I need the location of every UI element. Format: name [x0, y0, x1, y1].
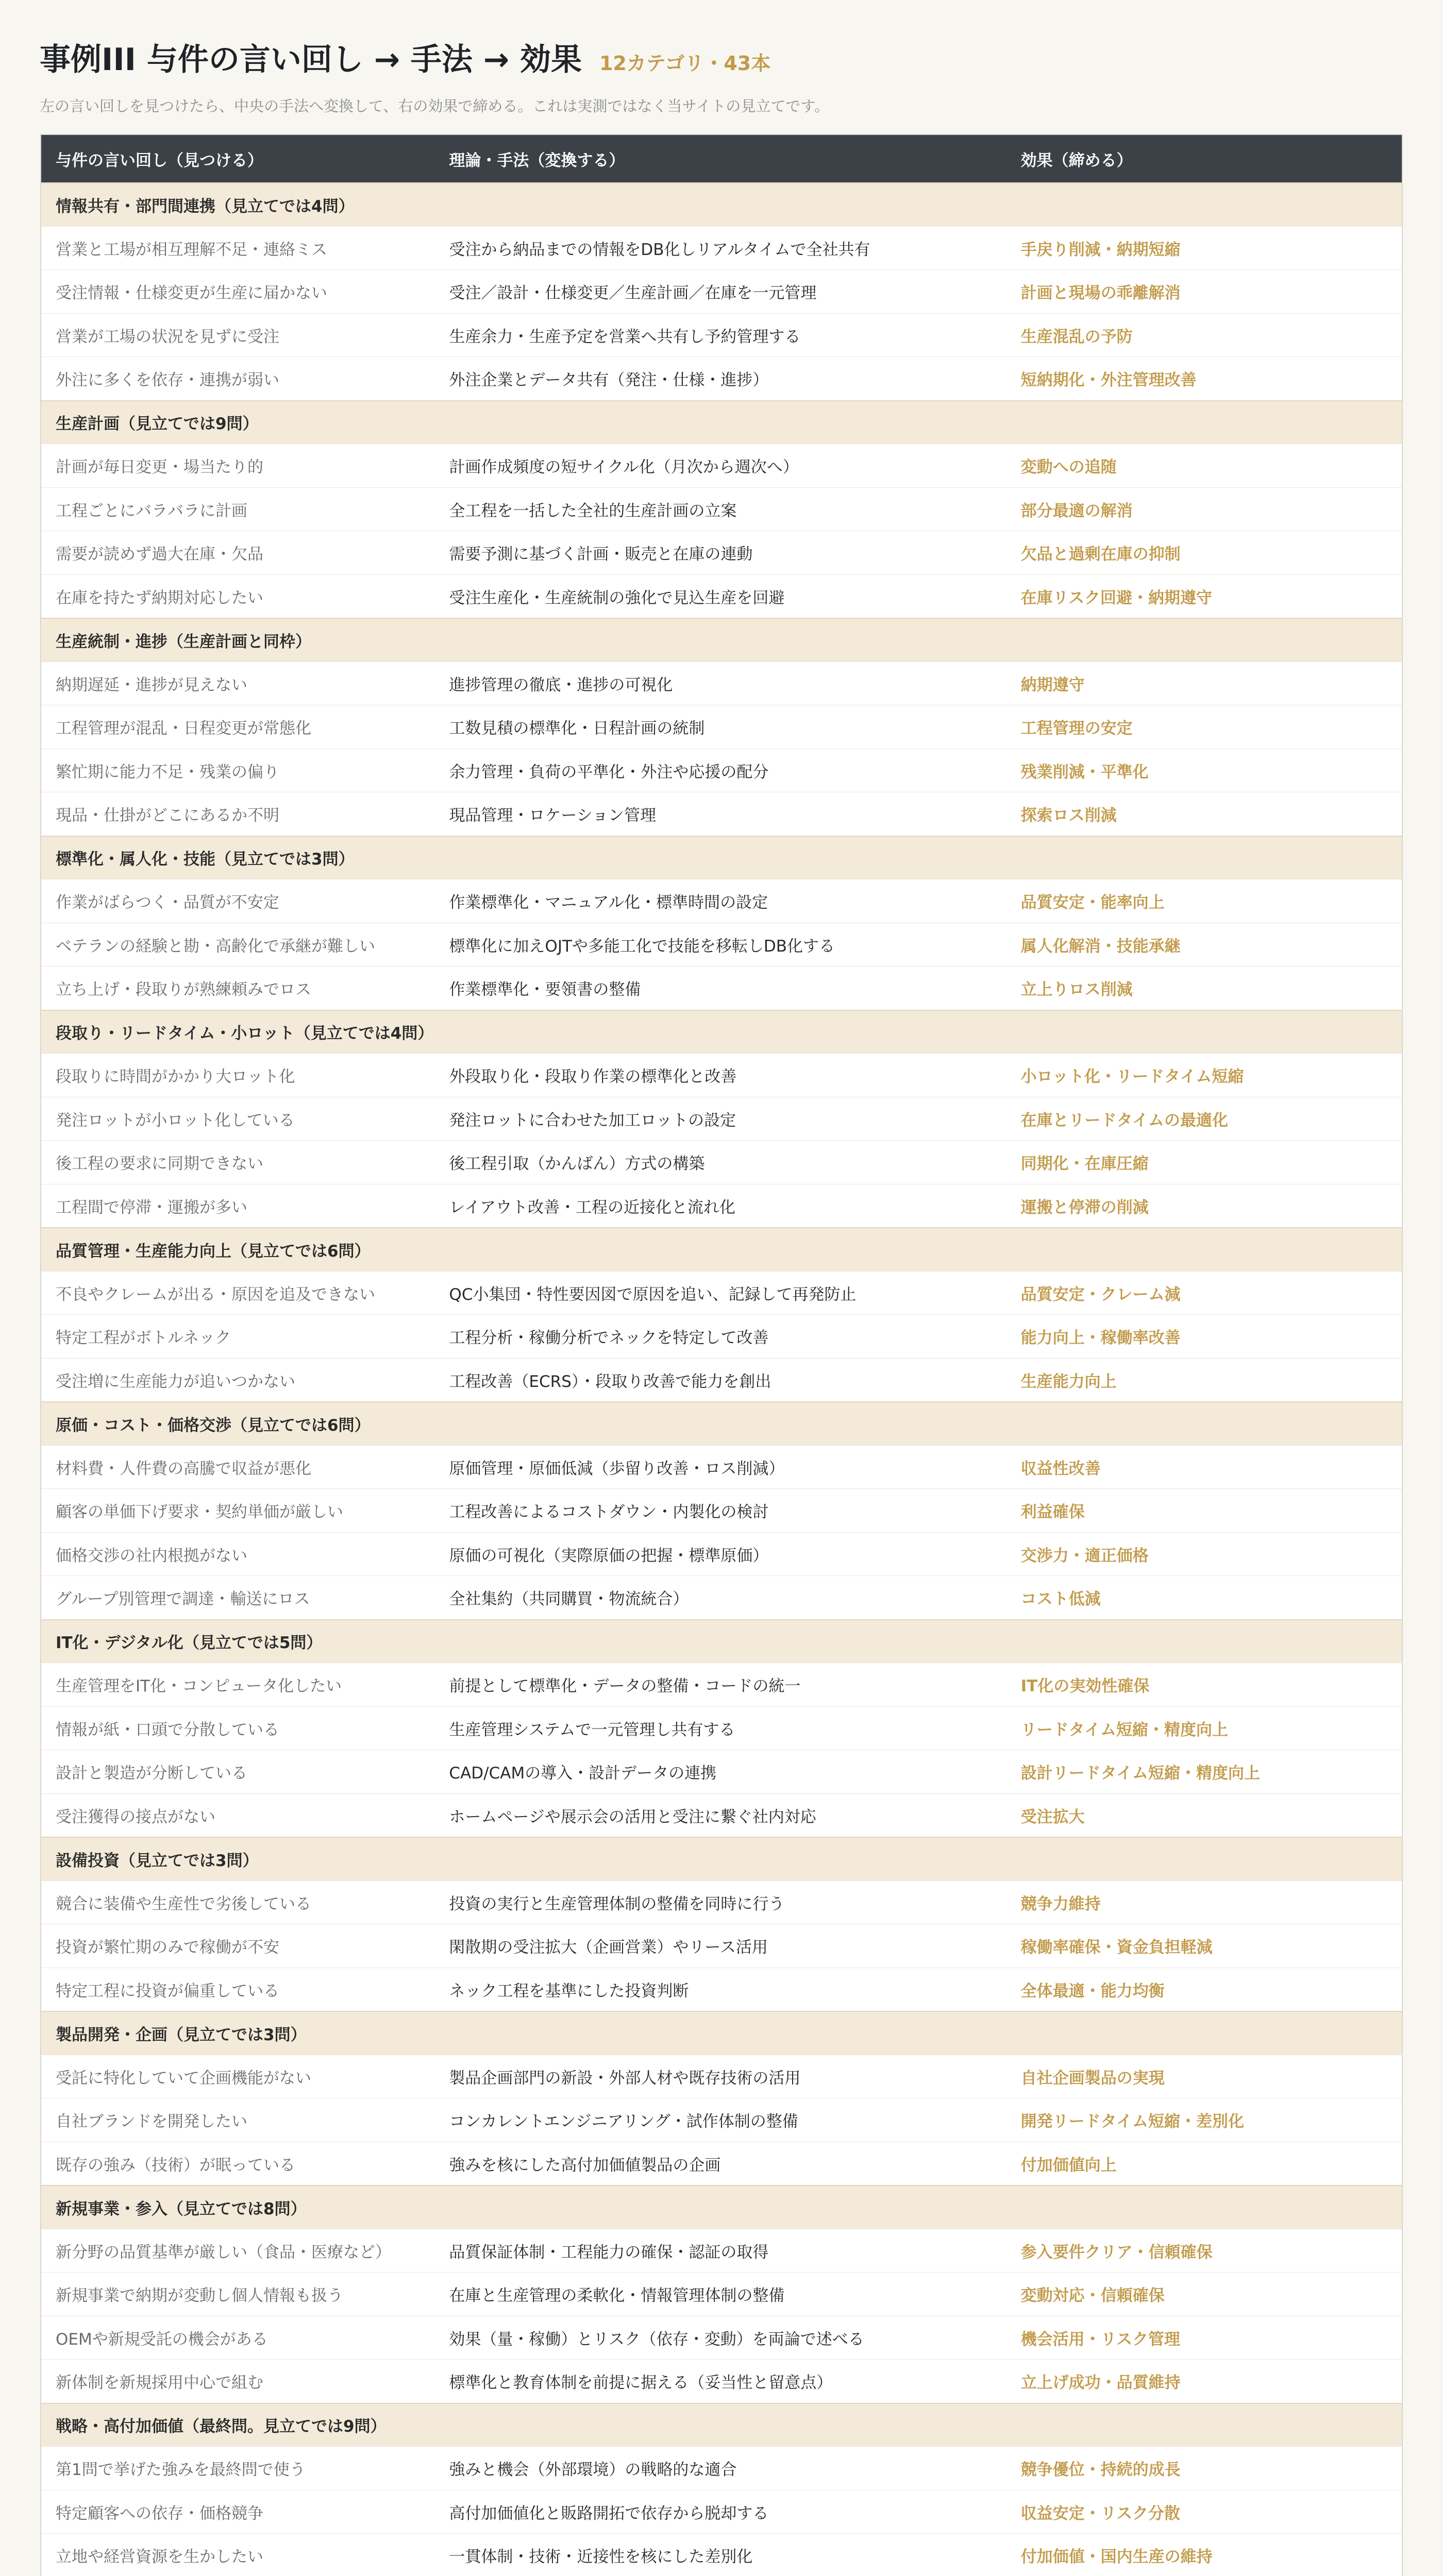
category-row: 生産統制・進捗（生産計画と同枠）	[41, 618, 1402, 662]
effect-cell: 機会活用・リスク管理	[1020, 2330, 1180, 2349]
table-row	[41, 1706, 1402, 1750]
effect-cell: コスト低減	[1020, 1590, 1101, 1609]
method-cell: 工数見積の標準化・日程計画の統制	[449, 719, 705, 738]
method-cell: 外段取り化・段取り作業の標準化と改善	[449, 1067, 737, 1087]
method-cell: 製品企画部門の新設・外部人材や既存技術の活用	[449, 2069, 801, 2088]
phrase-cell: 繁忙期に能力不足・残業の偏り	[56, 762, 279, 782]
method-cell: 全社集約（共同購買・物流統合）	[449, 1590, 689, 1609]
phrase-cell: 既存の強み（技術）が眠っている	[56, 2156, 295, 2175]
effect-cell: 運搬と停滞の削減	[1020, 1198, 1149, 1217]
category-row: 製品開発・企画（見立てでは3問）	[41, 2011, 1402, 2055]
table-row	[41, 1793, 1402, 1837]
table-row	[41, 226, 1402, 270]
effect-cell: 探索ロス削減	[1020, 806, 1117, 825]
effect-cell: 立上りロス削減	[1020, 980, 1133, 999]
table-row	[41, 1314, 1402, 1358]
effect-cell: 同期化・在庫圧縮	[1020, 1155, 1149, 1174]
category-row: 品質管理・生産能力向上（見立てでは6問）	[41, 1227, 1402, 1271]
method-cell: 受注から納品までの情報をDB化しリアルタイムで全社共有	[449, 240, 870, 259]
table-row	[41, 1575, 1402, 1619]
category-row: 段取り・リードタイム・小ロット（見立てでは4問）	[41, 1010, 1402, 1054]
effect-cell: 収益性改善	[1020, 1459, 1101, 1478]
table-row	[41, 1053, 1402, 1097]
method-cell: 一貫体制・技術・近接性を核にした差別化	[449, 2548, 753, 2567]
phrase-cell: 特定顧客への依存・価格競争	[56, 2504, 263, 2523]
table-row	[41, 1663, 1402, 1706]
table-row	[41, 1271, 1402, 1315]
table-header	[41, 135, 1402, 182]
table-row	[41, 1880, 1402, 1924]
table-row	[41, 792, 1402, 836]
table-row	[41, 966, 1402, 1010]
effect-cell: 能力向上・稼働率改善	[1020, 1329, 1181, 1348]
method-cell: 効果（量・稼働）とリスク（依存・変動）を両論で述べる	[449, 2330, 864, 2349]
effect-cell: 工程管理の安定	[1020, 719, 1133, 738]
table-row	[41, 879, 1402, 923]
effect-cell: 小ロット化・リードタイム短縮	[1020, 1067, 1244, 1087]
method-cell: CAD/CAMの導入・設計データの連携	[449, 1764, 717, 1783]
phrase-cell: 新体制を新規採用中心で組む	[56, 2374, 263, 2393]
phrase-cell: OEMや新規受託の機会がある	[56, 2330, 268, 2349]
method-cell: ホームページや展示会の活用と受注に繋ぐ社内対応	[449, 1807, 816, 1826]
table-row	[41, 531, 1402, 574]
phrase-method-effect-table	[40, 134, 1403, 2576]
phrase-cell: 価格交渉の社内根拠がない	[56, 1546, 247, 1565]
phrase-cell: 材料費・人件費の高騰で収益が悪化	[56, 1459, 311, 1478]
category-row: 生産計画（見立てでは9問）	[41, 400, 1402, 444]
method-cell: ネック工程を基準にした投資判断	[449, 1981, 689, 2001]
method-cell: 投資の実行と生産管理体制の整備を同時に行う	[449, 1894, 785, 1913]
effect-cell: 競争優位・持続的成長	[1020, 2461, 1181, 2480]
method-cell: 全工程を一括した全社的生産計画の立案	[449, 501, 737, 520]
effect-cell: 設計リードタイム短縮・精度向上	[1020, 1764, 1260, 1783]
column-header-phrase: 与件の言い回し（見つける）	[56, 151, 263, 170]
effect-cell: 生産能力向上	[1020, 1372, 1117, 1391]
method-cell: 標準化に加えOJTや多能工化で技能を移転しDB化する	[449, 937, 835, 956]
phrase-cell: 受注情報・仕様変更が生産に届かない	[56, 284, 327, 303]
phrase-cell: 情報が紙・口頭で分散している	[56, 1720, 279, 1739]
method-cell: 工程改善（ECRS）・段取り改善で能力を創出	[449, 1372, 771, 1391]
method-cell: 原価管理・原価低減（歩留り改善・ロス削減）	[449, 1459, 785, 1478]
effect-cell: 納期遵守	[1020, 675, 1085, 694]
phrase-cell: 納期遅延・進捗が見えない	[56, 675, 247, 694]
phrase-cell: 後工程の要求に同期できない	[56, 1155, 263, 1174]
phrase-cell: 受注増に生産能力が追いつかない	[56, 1372, 295, 1391]
phrase-cell: 営業が工場の状況を見ずに受注	[56, 327, 279, 346]
table-row	[41, 1097, 1402, 1141]
phrase-cell: 立ち上げ・段取りが熟練頼みでロス	[56, 980, 311, 999]
phrase-cell: 段取りに時間がかかり大ロット化	[56, 1067, 295, 1087]
effect-cell: 手戻り削減・納期短縮	[1020, 240, 1181, 259]
table-row	[41, 2272, 1402, 2316]
table-row	[41, 2446, 1402, 2490]
effect-cell: 残業削減・平準化	[1020, 762, 1149, 782]
method-cell: 外注企業とデータ共有（発注・仕様・進捗）	[449, 371, 769, 390]
effect-cell: IT化の実効性確保	[1020, 1677, 1150, 1696]
method-cell: 余力管理・負荷の平準化・外注や応援の配分	[449, 762, 769, 782]
phrase-cell: 生産管理をIT化・コンピュータ化したい	[56, 1677, 342, 1696]
table-row	[41, 2316, 1402, 2360]
phrase-cell: 工程管理が混乱・日程変更が常態化	[56, 719, 311, 738]
method-cell: 高付加価値化と販路開拓で依存から脱却する	[449, 2504, 769, 2523]
table-row	[41, 662, 1402, 705]
effect-cell: 自社企画製品の実現	[1020, 2069, 1165, 2088]
method-cell: 作業標準化・要領書の整備	[449, 980, 641, 999]
method-cell: レイアウト改善・工程の近接化と流れ化	[449, 1198, 735, 1217]
method-cell: 在庫と生産管理の柔軟化・情報管理体制の整備	[449, 2286, 785, 2306]
page-title: 事例III 与件の言い回し → 手法 → 効果	[40, 42, 582, 78]
table-row	[41, 1184, 1402, 1228]
column-header-method: 理論・手法（変換する）	[449, 151, 625, 170]
phrase-cell: 新分野の品質基準が厳しい（食品・医療など）	[56, 2243, 391, 2262]
method-cell: 標準化と教育体制を前提に据える（妥当性と留意点）	[449, 2374, 833, 2393]
effect-cell: 付加価値・国内生産の維持	[1020, 2548, 1213, 2567]
effect-cell: 収益安定・リスク分散	[1020, 2504, 1180, 2523]
phrase-cell: 自社ブランドを開発したい	[56, 2112, 247, 2131]
phrase-cell: 特定工程に投資が偏重している	[56, 1981, 279, 2001]
phrase-cell: 立地や経営資源を生かしたい	[56, 2548, 263, 2567]
phrase-cell: 計画が毎日変更・場当たり的	[56, 458, 263, 477]
table-row	[41, 487, 1402, 531]
effect-cell: 変動への追随	[1020, 458, 1117, 477]
phrase-cell: 設計と製造が分断している	[56, 1764, 247, 1783]
effect-cell: 稼働率確保・資金負担軽減	[1020, 1938, 1213, 1957]
table-row	[41, 1532, 1402, 1576]
method-cell: 品質保証体制・工程能力の確保・認証の取得	[449, 2243, 769, 2262]
table-row	[41, 2490, 1402, 2534]
table-row	[41, 313, 1402, 357]
phrase-cell: 第1問で挙げた強みを最終問で使う	[56, 2461, 306, 2480]
category-row: 原価・コスト・価格交渉（見立てでは6問）	[41, 1401, 1402, 1445]
table-row	[41, 2229, 1402, 2273]
method-cell: 後工程引取（かんばん）方式の構築	[449, 1155, 705, 1174]
effect-cell: 全体最適・能力均衡	[1020, 1981, 1165, 2001]
table-row	[41, 1488, 1402, 1532]
phrase-cell: 現品・仕掛がどこにあるか不明	[56, 806, 279, 825]
phrase-cell: 投資が繁忙期のみで稼働が不安	[56, 1938, 279, 1957]
table-row	[41, 1750, 1402, 1793]
effect-cell: 開発リードタイム短縮・差別化	[1020, 2112, 1244, 2131]
phrase-cell: 顧客の単価下げ要求・契約単価が厳しい	[56, 1503, 343, 1522]
category-row: 標準化・属人化・技能（見立てでは3問）	[41, 836, 1402, 879]
category-row: 新規事業・参入（見立てでは8問）	[41, 2185, 1402, 2229]
table-row	[41, 357, 1402, 400]
effect-cell: 利益確保	[1020, 1503, 1085, 1522]
method-cell: 作業標準化・マニュアル化・標準時間の設定	[449, 893, 768, 912]
table-row	[41, 444, 1402, 487]
effect-cell: 属人化解消・技能承継	[1020, 937, 1181, 956]
page-subtitle: 左の言い回しを見つけたら、中央の手法へ変換して、右の効果で締める。これは実測ではなく当サイトの見立てです。	[40, 97, 830, 115]
effect-cell: 在庫とリードタイムの最適化	[1020, 1111, 1228, 1130]
method-cell: 進捗管理の徹底・進捗の可視化	[449, 675, 673, 694]
method-cell: 工程改善によるコストダウン・内製化の検討	[449, 1503, 769, 1522]
method-cell: 原価の可視化（実際原価の把握・標準原価）	[449, 1546, 769, 1565]
method-cell: 受注生産化・生産統制の強化で見込生産を回避	[449, 588, 785, 607]
table-row	[41, 749, 1402, 792]
title-row	[40, 35, 1403, 79]
category-row: 設備投資（見立てでは3問）	[41, 1837, 1402, 1880]
effect-cell: 短納期化・外注管理改善	[1020, 371, 1197, 390]
method-cell: 生産管理システムで一元管理し共有する	[449, 1720, 735, 1739]
table-row	[41, 1358, 1402, 1402]
effect-cell: 立上げ成功・品質維持	[1020, 2374, 1181, 2393]
phrase-cell: 外注に多くを依存・連携が弱い	[56, 371, 279, 390]
effect-cell: 計画と現場の乖離解消	[1020, 284, 1181, 303]
table-row	[41, 1445, 1402, 1489]
effect-cell: 在庫リスク回避・納期遵守	[1020, 588, 1212, 607]
category-count: 12カテゴリ・43本	[599, 52, 771, 75]
phrase-cell: 作業がばらつく・品質が不安定	[56, 893, 279, 912]
method-cell: コンカレントエンジニアリング・試作体制の整備	[449, 2112, 798, 2131]
table-row	[41, 574, 1402, 618]
phrase-cell: 受託に特化していて企画機能がない	[56, 2069, 311, 2088]
table-row	[41, 2098, 1402, 2142]
effect-cell: 参入要件クリア・信頼確保	[1020, 2243, 1213, 2262]
table-row	[41, 1924, 1402, 1968]
phrase-cell: ベテランの経験と勘・高齢化で承継が難しい	[56, 937, 375, 956]
table-row	[41, 2359, 1402, 2403]
category-row: 戦略・高付加価値（最終問。見立てでは9問）	[41, 2403, 1402, 2447]
phrase-cell: 発注ロットが小ロット化している	[56, 1111, 295, 1130]
phrase-cell: 競合に装備や生産性で劣後している	[56, 1894, 311, 1913]
table-body	[41, 182, 1402, 2576]
header	[40, 35, 1403, 116]
method-cell: 計画作成頻度の短サイクル化（月次から週次へ）	[449, 458, 799, 477]
method-cell: 強みを核にした高付加価値製品の企画	[449, 2156, 721, 2175]
effect-cell: 品質安定・クレーム減	[1020, 1285, 1181, 1304]
table-row	[41, 1140, 1402, 1184]
method-cell: QC小集団・特性要因図で原因を追い、記録して再発防止	[449, 1285, 857, 1304]
method-cell: 閑散期の受注拡大（企画営業）やリース活用	[449, 1938, 768, 1957]
method-cell: 現品管理・ロケーション管理	[449, 806, 657, 825]
phrase-cell: 営業と工場が相互理解不足・連絡ミス	[56, 240, 327, 259]
phrase-cell: 特定工程がボトルネック	[56, 1329, 231, 1348]
table-row	[41, 2055, 1402, 2098]
column-header-effect: 効果（締める）	[1020, 151, 1133, 170]
phrase-cell: 需要が読めず過大在庫・欠品	[56, 545, 263, 564]
table-row	[41, 2142, 1402, 2185]
category-row: 情報共有・部門間連携（見立てでは4問）	[41, 182, 1402, 226]
phrase-cell: 工程ごとにバラバラに計画	[56, 501, 247, 520]
phrase-cell: 不良やクレームが出る・原因を追及できない	[56, 1285, 375, 1304]
effect-cell: 競争力維持	[1020, 1894, 1101, 1913]
method-cell: 強みと機会（外部環境）の戦略的な適合	[449, 2461, 737, 2480]
table-row	[41, 2533, 1402, 2576]
category-row: IT化・デジタル化（見立てでは5問）	[41, 1619, 1402, 1663]
effect-cell: 品質安定・能率向上	[1020, 893, 1165, 912]
effect-cell: リードタイム短縮・精度向上	[1020, 1720, 1228, 1739]
effect-cell: 部分最適の解消	[1020, 501, 1133, 520]
effect-cell: 欠品と過剰在庫の抑制	[1020, 545, 1181, 564]
table-row	[41, 705, 1402, 749]
method-cell: 前提として標準化・データの整備・コードの統一	[449, 1677, 801, 1696]
effect-cell: 交渉力・適正価格	[1020, 1546, 1149, 1565]
table-row	[41, 1968, 1402, 2011]
effect-cell: 付加価値向上	[1020, 2156, 1117, 2175]
method-cell: 受注／設計・仕様変更／生産計画／在庫を一元管理	[449, 284, 817, 303]
phrase-cell: グループ別管理で調達・輸送にロス	[56, 1590, 310, 1609]
phrase-cell: 工程間で停滞・運搬が多い	[56, 1198, 247, 1217]
method-cell: 工程分析・稼働分析でネックを特定して改善	[449, 1329, 769, 1348]
method-cell: 生産余力・生産予定を営業へ共有し予約管理する	[449, 327, 801, 346]
table-row	[41, 269, 1402, 313]
phrase-cell: 新規事業で納期が変動し個人情報も扱う	[56, 2286, 343, 2306]
method-cell: 発注ロットに合わせた加工ロットの設定	[449, 1111, 736, 1130]
effect-cell: 変動対応・信頼確保	[1020, 2286, 1165, 2306]
phrase-cell: 在庫を持たず納期対応したい	[56, 588, 263, 607]
method-cell: 需要予測に基づく計画・販売と在庫の連動	[449, 545, 753, 564]
table-row	[41, 923, 1402, 967]
phrase-cell: 受注獲得の接点がない	[56, 1807, 215, 1826]
effect-cell: 生産混乱の予防	[1020, 327, 1133, 346]
effect-cell: 受注拡大	[1020, 1807, 1085, 1826]
